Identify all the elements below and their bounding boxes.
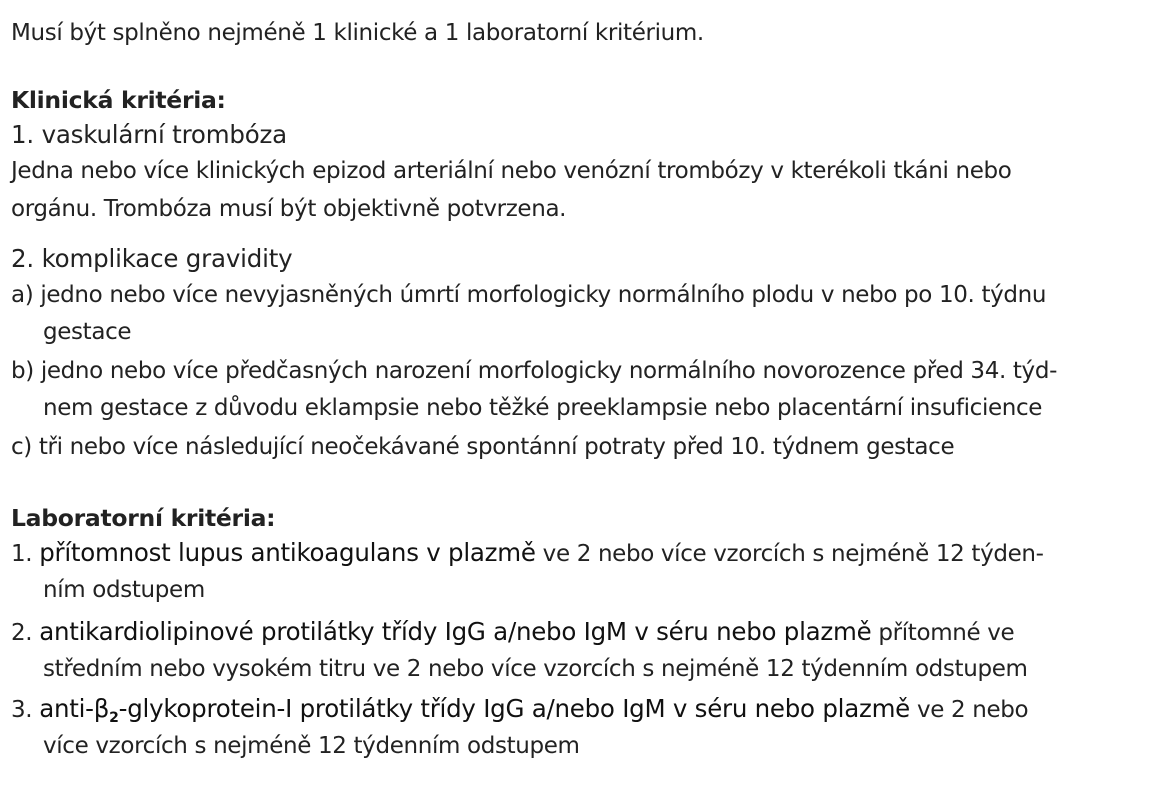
lab-item-3-strong xyxy=(39,694,911,726)
lab-item-1-line-2: ním odstupem xyxy=(43,577,205,603)
clinical-item-1-text-line-2: orgánu. Trombóza musí být objektivně potvrzena. xyxy=(11,196,567,222)
lab-item-3-strong-pre: anti-β xyxy=(39,694,110,723)
intro-text: Musí být splněno nejméně 1 klinické a 1 laboratorní kritérium. xyxy=(11,20,704,46)
clinical-item-2a-line-1: a) jedno nebo více nevyjasněných úmrtí morfologicky normálního plodu v nebo po 10. týdnu xyxy=(11,282,1047,308)
clinical-item-2b-line-1: b) jedno nebo více předčasných narození morfologicky normálního novorozence před 34. týd- xyxy=(11,358,1058,384)
lab-item-2-rest: přítomné ve xyxy=(871,620,1015,646)
lab-item-1-rest: ve 2 nebo více vzorcích s nejméně 12 týden- xyxy=(535,541,1044,567)
lab-item-3-rest: ve 2 nebo xyxy=(910,697,1029,723)
clinical-item-2b-line-2: nem gestace z důvodu eklampsie nebo těžké preeklampsie nebo placentární insuficience xyxy=(43,395,1043,421)
lab-item-3-subscript: 2 xyxy=(109,710,119,726)
clinical-item-2-title: 2. komplikace gravidity xyxy=(11,244,293,273)
laboratory-heading: Laboratorní kritéria: xyxy=(11,504,276,532)
lab-item-3-line-1 xyxy=(11,694,1028,725)
clinical-item-1-text-line-1: Jedna nebo více klinických epizod arteriální nebo venózní trombózy v kterékoli tkáni nebo xyxy=(11,158,1012,184)
lab-item-2-number: 2. xyxy=(11,620,33,646)
lab-item-1-strong: přítomnost lupus antikoagulans v plazmě xyxy=(39,538,536,567)
clinical-item-2c-line-1: c) tři nebo více následující neočekávané spontánní potraty před 10. týdnem gestace xyxy=(11,434,955,460)
lab-item-1-line-1 xyxy=(11,538,1044,569)
clinical-heading: Klinická kritéria: xyxy=(11,86,226,114)
lab-item-3-number: 3. xyxy=(11,697,33,723)
lab-item-2-line-2: středním nebo vysokém titru ve 2 nebo více vzorcích s nejméně 12 týdenním odstupem xyxy=(43,656,1028,682)
lab-item-1-number: 1. xyxy=(11,541,33,567)
clinical-item-2a-line-2: gestace xyxy=(43,319,132,345)
lab-item-2-line-1 xyxy=(11,617,1014,648)
lab-item-3-line-2: více vzorcích s nejméně 12 týdenním odstupem xyxy=(43,733,580,759)
lab-item-2-strong: antikardiolipinové protilátky třídy IgG a/nebo IgM v séru nebo plazmě xyxy=(39,617,872,646)
lab-item-3-strong-post: -glykoprotein-I protilátky třídy IgG a/nebo IgM v séru nebo plazmě xyxy=(118,694,911,723)
clinical-item-1-title: 1. vaskulární trombóza xyxy=(11,120,287,149)
